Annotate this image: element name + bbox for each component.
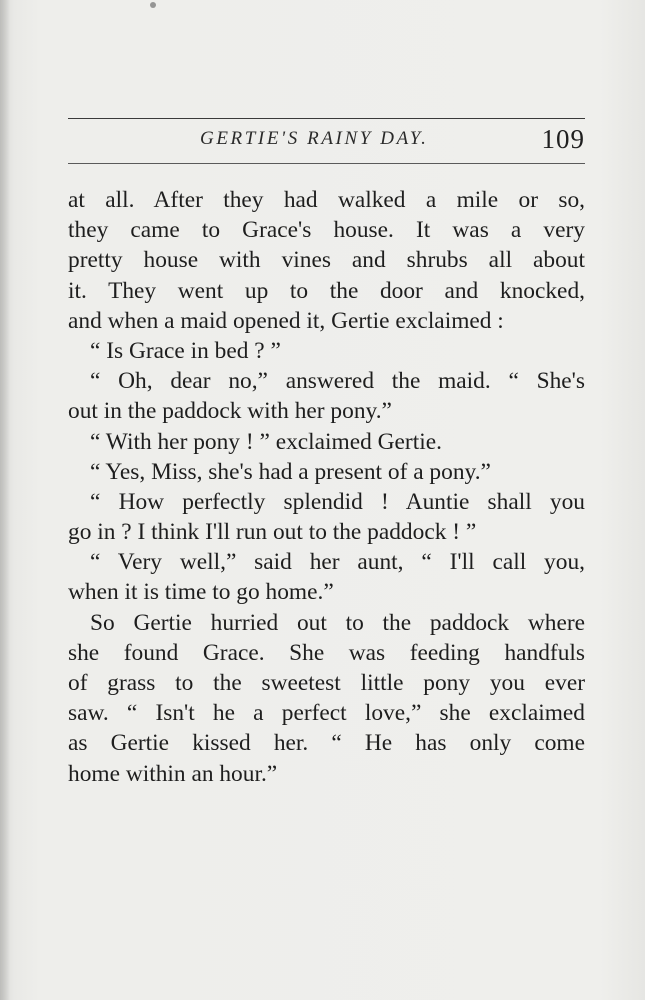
text-line: as Gertie kissed her. “ He has only come: [68, 730, 585, 757]
text-line: saw. “ Isn't he a perfect love,” she exclaimed: [68, 700, 585, 727]
text-line: when it is time to go home.”: [68, 579, 334, 606]
text-line: “ Yes, Miss, she's had a present of a pony.”: [90, 458, 491, 485]
text-line: it. They went up to the door and knocked,: [68, 277, 585, 304]
text-line: at all. After they had walked a mile or so,: [68, 187, 585, 213]
text-line: and when a maid opened it, Gertie exclaimed :: [68, 307, 504, 334]
text-line: “ Oh, dear no,” answered the maid. “ She's: [90, 368, 585, 395]
header-rule-top: [68, 118, 585, 119]
text-line: So Gertie hurried out to the paddock where: [90, 609, 585, 636]
text-line: go in ? I think I'll run out to the paddock ! ”: [68, 519, 477, 546]
ink-speck: [150, 2, 156, 8]
text-line: she found Grace. She was feeding handfuls: [68, 639, 585, 666]
text-line: “ Very well,” said her aunt, “ I'll call you,: [90, 549, 585, 576]
page-number: 109: [541, 124, 585, 154]
text-line: home within an hour.”: [68, 760, 278, 787]
body-text: [68, 185, 585, 789]
running-head: [68, 126, 585, 156]
text-line: “ How perfectly splendid ! Auntie shall you: [90, 488, 585, 515]
text-line: pretty house with vines and shrubs all about: [68, 247, 585, 274]
running-head-title: GERTIE'S RAINY DAY.: [200, 128, 429, 149]
text-line: of grass to the sweetest little pony you ever: [68, 670, 585, 696]
text-line: “ With her pony ! ” exclaimed Gertie.: [90, 428, 442, 455]
binding-shadow: [0, 0, 10, 1000]
text-line: they came to Grace's house. It was a very: [68, 217, 585, 244]
header-rule-bottom: [68, 163, 585, 164]
text-line: out in the paddock with her pony.”: [68, 398, 392, 425]
text-line: “ Is Grace in bed ? ”: [90, 337, 281, 364]
